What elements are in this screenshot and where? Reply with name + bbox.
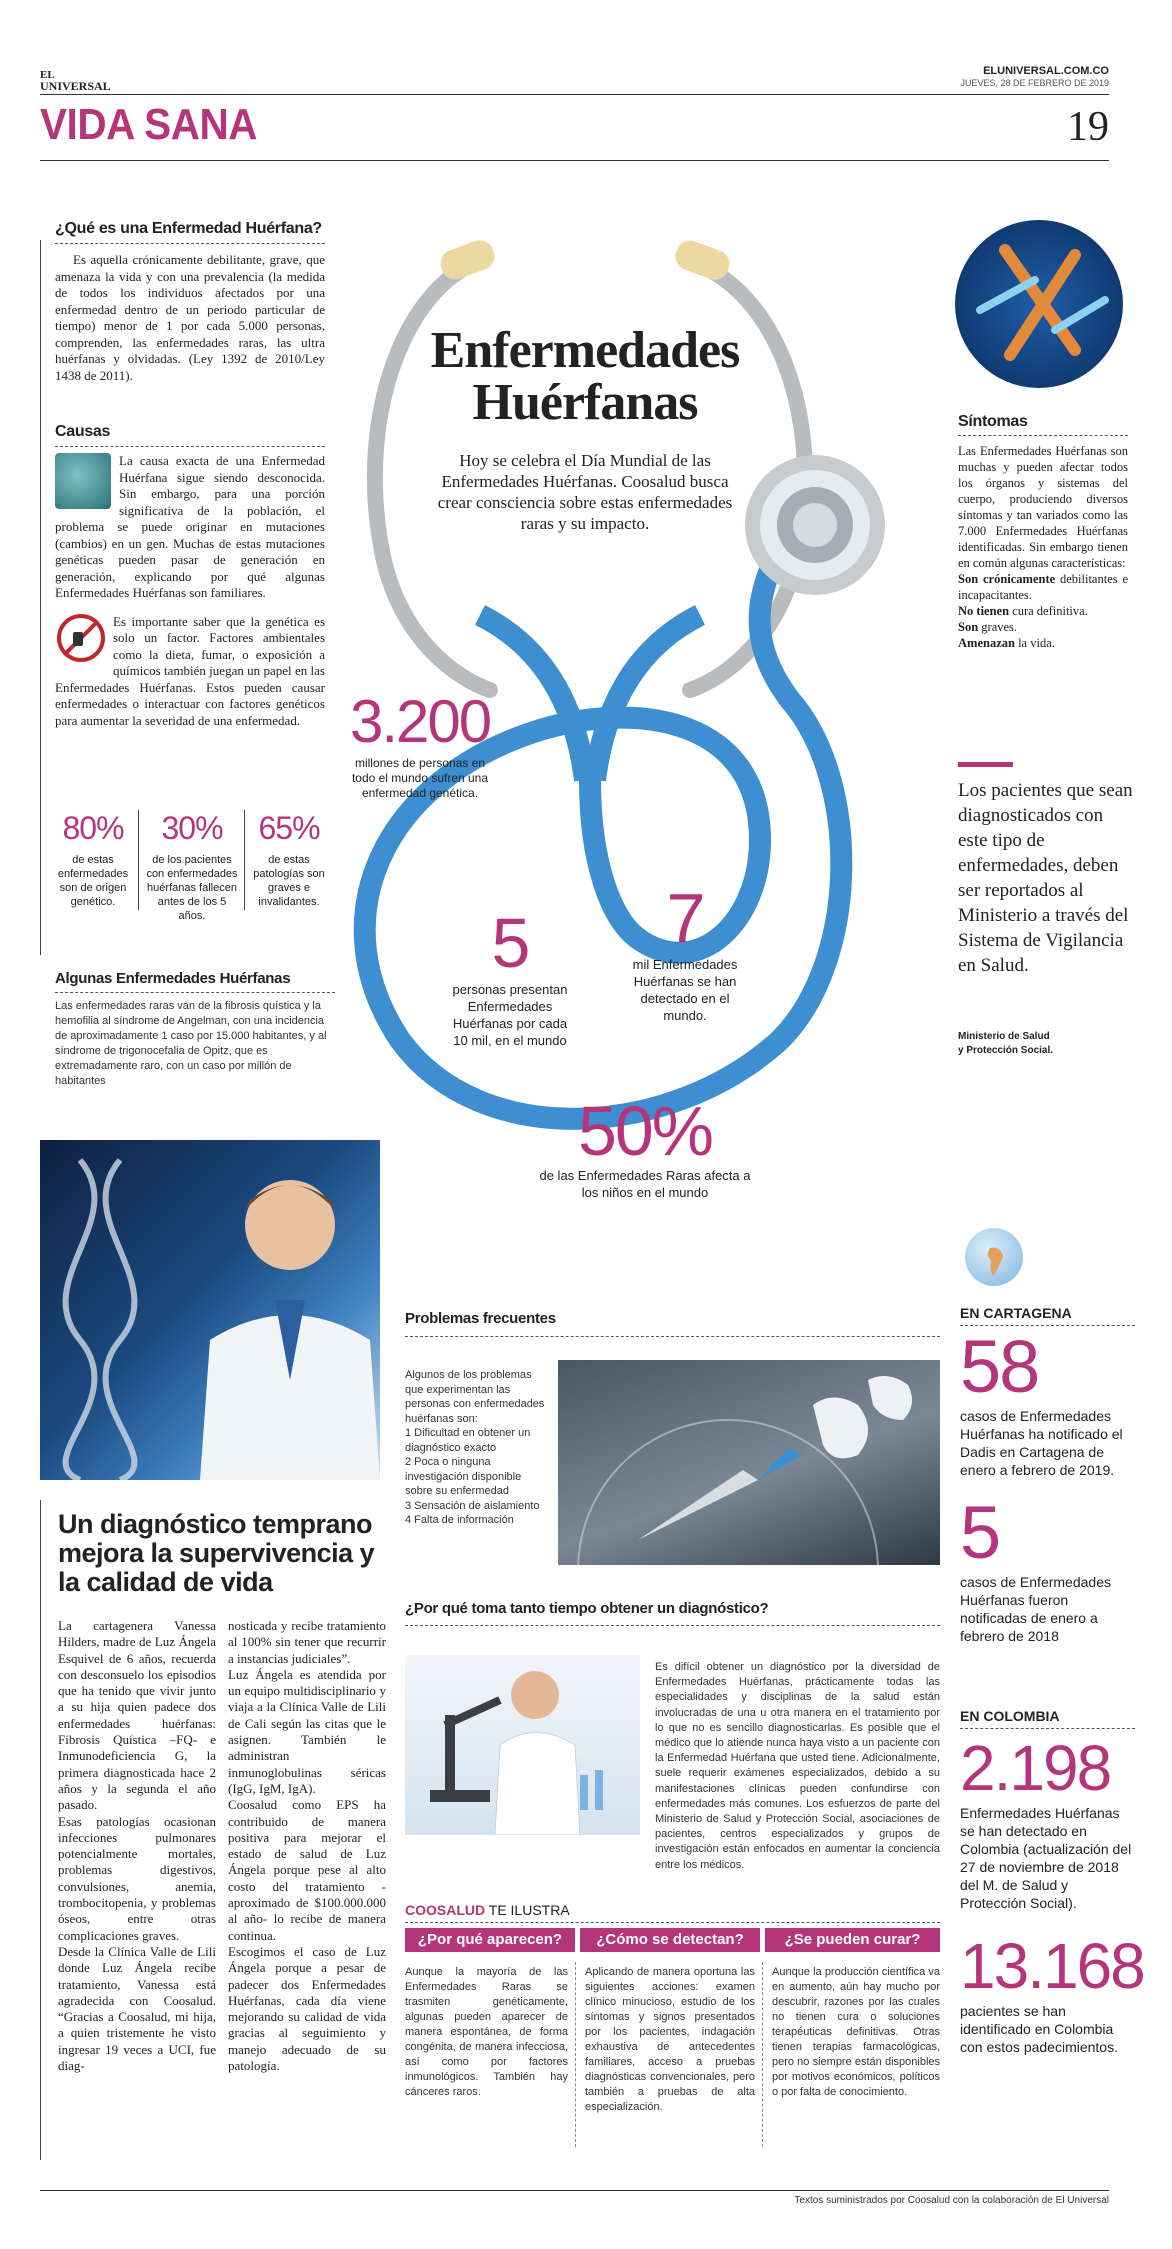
stat-3200-value: 3.200 [350, 688, 491, 755]
stat-5-label: personas presentan Enfermedades Huérfanas por cada 10 mil, en el mundo [452, 982, 568, 1048]
problemas-item-2: 2 Poca o ninguna investigación disponible sobre su enfermedad [405, 1456, 522, 1497]
sintomas-item-3 [958, 619, 1128, 635]
stat-30-value: 30% [161, 810, 223, 846]
coosalud-text-3: Aunque la producción científica va en aumento, aún hay mucho por descubrir, razones por las cuales no tienen cura o soluciones terapéuticas definitivas. Otras tienen terapias farmacológicas, pero no siempre están disponibles por motivos económicos, políticos o por falta de conocimiento. [772, 1966, 940, 2098]
coosalud-tag: TE ILUSTRA [485, 1902, 570, 1918]
problemas-item-3: 3 Sensación de aislamiento [405, 1499, 540, 1512]
stat-7-world [625, 880, 745, 1024]
footer-credit: Textos suministrados por Coosalud con la colaboración de El Universal [794, 2195, 1109, 2206]
colombia-label: EN COLOMBIA [960, 1708, 1060, 1724]
colombia-t2: pacientes se han identificado en Colombia con estos padecimientos. [960, 2003, 1118, 2055]
stat-7-label: mil Enfermedades Huérfanas se han detectado en el mundo. [632, 957, 738, 1023]
page-date: JUEVES, 28 DE FEBRERO DE 2019 [960, 78, 1109, 88]
cartagena-label: EN CARTAGENA [960, 1305, 1072, 1321]
hero-title-line1: Enfermedades [430, 322, 740, 379]
stat-80-value: 80% [62, 810, 124, 846]
sintomas-rest-3: graves. [978, 620, 1018, 634]
que-es-title: ¿Qué es una Enfermedad Huérfana? [55, 220, 322, 237]
stat-3200 [350, 690, 490, 801]
logo-line2: UNIVERSAL [40, 79, 111, 93]
sintomas-item-2 [958, 603, 1128, 619]
left-stats [50, 810, 330, 920]
story-col-2: nosticada y recibe tratamiento al 100% sin tener que recurrir a instancias judiciales”. Luz Ángela es atendida por un equipo multidisciplinario y viaja a la Clínica Valle de Lili de Cali según las citas que le asignen. También le administran inmunoglobulinas séricas (IgG, IgM, IgA). Coosalud como EPS ha contribuido de manera positiva para mejorar el estado de salud de Luz Ángela porque pese al alto costo del tratamiento -aproximado de $100.000.000 al año- lo recibe de manera continua. Escogimos el caso de Luz Ángela porque a pesar de padecer dos Enfermedades Huérfanas, cada día viene mejorando su calidad de vida gracias al seguimiento y manejo adecuado de su patología. [228, 1618, 386, 2074]
sintomas-rest-1: debilitantes e incapacitantes. [958, 572, 1128, 602]
site-name: ELUNIVERSAL.COM.CO [983, 65, 1109, 77]
cartagena-t2: casos de Enfermedades Huérfanas fueron notificadas de enero a febrero de 2018 [960, 1574, 1111, 1644]
problemas-item-4: 4 Falta de información [405, 1514, 514, 1526]
colombia-n1: 2.198 [960, 1732, 1111, 1804]
problemas-intro: Algunos de los problemas que experimentan las personas con enfermedades huérfanas son: [405, 1369, 545, 1425]
stat-50-value: 50% [577, 1092, 713, 1170]
algunas-text: Las enfermedades raras van de la fibrosis quística y la hemofilia al síndrome de Angelman, con una incidencia de aproximadamente 1 caso por 15.000 habitantes, y al síndrome de trigonocefalia de Opitz, que es extremadamente raro, con un caso por millón de habitantes [55, 1000, 327, 1087]
masthead-logo [40, 70, 111, 92]
sintomas-title: Síntomas [958, 413, 1028, 430]
quote-accent-bar [958, 762, 1013, 767]
coosalud-text-1: Aunque la mayoría de las Enfermedades Raras se trasmiten genéticamente, algunas pueden aparecer de manera espontánea, de forma congénita, de manera infecciosa, así como por factores inmunológicos. También hay cánceres raros. [405, 1966, 568, 2098]
causas-section [55, 423, 325, 729]
algunas-title: Algunas Enfermedades Huérfanas [55, 970, 291, 987]
stat-30 [144, 810, 240, 923]
sintomas-item-4 [958, 635, 1128, 651]
porque-text: Es difícil obtener un diagnóstico por la diversidad de Enfermedades Huérfanas, prácticamente todas las especialidades y disciplinas de la salud están involucradas de una u otra manera en el tratamiento por lo que no es sencillo diagnosticarlas. Es posible que el médico que lo atiende nunca haya visto a un paciente con la Enfermedad Huérfana que usted tiene. Adicionalmente, suele requerir exámenes especializados, debido a su manifestaciones clínicas pueden confundirse con enfermedades más comunes. Los esfuerzos de parte del Ministerio de Salud y Protección Social, asociaciones de pacientes, centros especializados y grupos de investigación están enfocados en aumentar la conciencia entre los médicos. [655, 1661, 940, 1871]
hero-title-line2: Huérfanas [472, 374, 698, 431]
coosalud-head-3: ¿Se pueden curar? [765, 1928, 940, 1952]
cartagena-n1: 58 [960, 1325, 1039, 1408]
stat-80-label: de estas enfermedades son de origen genético. [57, 854, 129, 908]
que-es-section [55, 220, 325, 384]
porque-title: ¿Por qué toma tanto tiempo obtener un diagnóstico? [405, 1600, 769, 1617]
page-number: 19 [1067, 104, 1109, 150]
quote-source-line1: Ministerio de Salud [958, 1031, 1050, 1042]
colombia-section [960, 1708, 1144, 2056]
globe-icon [965, 1228, 1023, 1286]
coosalud-brand: COOSALUD [405, 1902, 486, 1918]
doctor-dna-photo [40, 1140, 380, 1480]
stat-65-value: 65% [258, 810, 320, 846]
problemas-item-1: 1 Dificultad en obtener un diagnóstico exacto [405, 1427, 531, 1454]
stat-30-label: de los pacientes con enfermedades huérfanas fallecen antes de los 5 años. [146, 854, 238, 922]
cartagena-t1: casos de Enfermedades Huérfanas ha notificado el Dadis en Cartagena de enero a febrero de 2019. [960, 1408, 1123, 1478]
hero-title [395, 322, 775, 431]
coosalud-head-1: ¿Por qué aparecen? [405, 1928, 575, 1952]
coosalud-head-2: ¿Cómo se detectan? [580, 1928, 760, 1952]
section-title: VIDA SANA [40, 100, 258, 149]
sintomas-rest-4: la vida. [1014, 636, 1055, 650]
stat-5-world [445, 905, 575, 1049]
stat-3200-label: millones de personas en todo el mundo sufren una enfermedad genética. [351, 756, 489, 800]
stat-7-value: 7 [666, 879, 704, 957]
logo-line1: EL [40, 69, 55, 81]
dna-helix-graphic [40, 1140, 380, 1480]
sintomas-section [958, 413, 1128, 651]
sintomas-bold-3: Son [958, 620, 979, 634]
stat-5-value: 5 [491, 904, 529, 982]
no-smoking-drink-icon [57, 614, 105, 662]
sintomas-item-1 [958, 571, 1128, 603]
stat-65 [248, 810, 330, 909]
causas-title: Causas [55, 423, 111, 440]
problemas-list [405, 1368, 545, 1528]
colombia-n2: 13.168 [960, 1930, 1144, 2002]
que-es-text: Es aquella crónicamente debilitante, grave, que amenaza la vida y con una prevalencia (la medida de todos los individuos afectados por una enfermedad dentro de un periodo particular de tiempo) menor de 1 por cada 5.000 personas, comprenden, las enfermedades raras, las ultra huérfanas y olvidadas. (Ley 1392 de 2010/Ley 1438 de 2011). [55, 252, 325, 383]
stat-65-label: de estas patologías son graves e invalidantes. [253, 854, 325, 908]
sintomas-text: Las Enfermedades Huérfanas son muchas y pueden afectar todos los órganos y sistemas del cuerpo, produciendo diversos síntomas y tan variados como las 7.000 Enfermedades Huérfanas identificadas. Sin embargo tienen en común algunas características: [958, 444, 1128, 570]
stat-50 [530, 1092, 760, 1201]
ministerio-quote: Los pacientes que sean diagnosticados con este tipo de enfermedades, deben ser reportados al Ministerio a través del Sistema de Vigilancia en Salud. [958, 780, 1133, 976]
sintomas-rest-2: cura definitiva. [1009, 604, 1088, 618]
coosalud-banner [405, 1902, 570, 1918]
cartagena-section [960, 1305, 1135, 1645]
story-headline: Un diagnóstico temprano mejora la supervivencia y la calidad de vida [58, 1509, 375, 1597]
cartagena-n2: 5 [960, 1491, 1000, 1574]
sintomas-bold-1: Son crónicamente [958, 572, 1056, 586]
stat-80 [50, 810, 136, 909]
story-col-1: La cartagenera Vanessa Hilders, madre de Luz Ángela Esquivel de 6 años, recuerda con desconsuelo los episodios que ha tenido que vivir junto a su hija quien padece dos enfermedades huérfanas: Fibrosis Quística –FQ- e Inmunodeficiencia G, la primera diagnosticada hace 2 años y la segunda el año pasado. Esas patologías ocasionan infecciones pulmonares potencialmente mortales, problemas digestivos, convulsiones, anemia, trombocitopenia, y problemas óseos, entre otras complicaciones graves. Desde la Clínica Valle de Lili donde Luz Ángela recibe tratamiento, Vanessa está agradecida con Coosalud. “Gracias a Coosalud, mi hija, a quien tristemente he visto ingresar 19 veces a UCI, fue diag- [58, 1618, 216, 2074]
algunas-section [55, 970, 335, 1089]
causas-text-1: La causa exacta de una Enfermedad Huérfana sigue siendo desconocida. Sin embargo, para una porción significativa de la población, el problema se puede originar en mutaciones (cambios) en un gen. Muchas de estas mutaciones genéticas pueden pasar de generación en generación, explicando por qué algunas Enfermedades Huérfanas son familiares. [55, 453, 325, 600]
colombia-t1: Enfermedades Huérfanas se han detectado en Colombia (actualización del 27 de noviembre de 2018 del M. de Salud y Protección Social). [960, 1805, 1132, 1911]
dna-thumbnail [55, 453, 111, 509]
hero-subtitle: Hoy se celebra el Día Mundial de las Enfermedades Huérfanas. Coosalud busca crear consciencia sobre estas enfermedades raras y su impacto. [437, 451, 733, 533]
sintomas-bold-2: No tienen [958, 604, 1010, 618]
compass-photo [558, 1360, 940, 1565]
coosalud-text-2: Aplicando de manera oportuna las siguientes acciones: examen clínico minucioso, estudio de los síntomas y signos presentados por los pacientes, indagación exhaustiva de antecedentes familiares, acceso a pruebas diagnósticas convencionales, pero también a pruebas de alta especialización. [585, 1966, 755, 2113]
sintomas-bold-4: Amenazan [958, 636, 1015, 650]
chromosome-circle-image [955, 220, 1123, 388]
causas-text-2: Es importante saber que la genética es solo un factor. Factores ambientales como la dieta, fumar, o exposición a químicos también juegan un papel en las Enfermedades Huérfanas. Estos pueden causar enfermedades o interactuar con factores genéticos para aumentar la severidad de una enfermedad. [55, 613, 325, 728]
quote-source [958, 1030, 1053, 1058]
problemas-title: Problemas frecuentes [405, 1310, 556, 1327]
microscope-photo [405, 1655, 640, 1835]
quote-source-line2: y Protección Social. [958, 1045, 1054, 1056]
stat-50-label: de las Enfermedades Raras afecta a los niños en el mundo [539, 1168, 751, 1200]
